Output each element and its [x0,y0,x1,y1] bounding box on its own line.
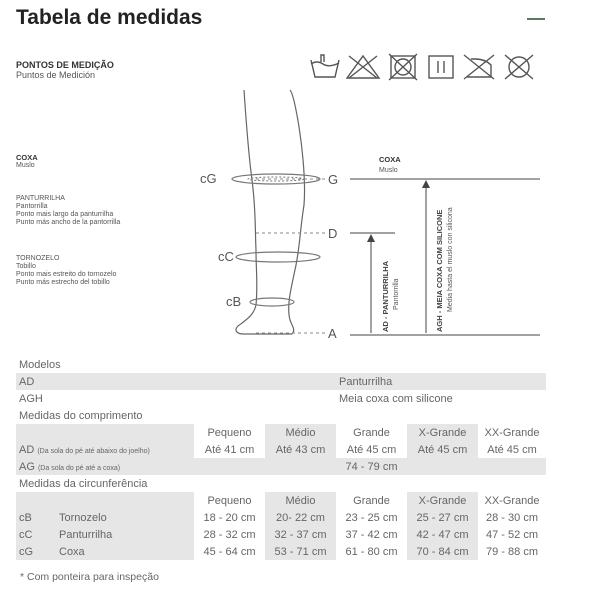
leg-diagram [0,80,600,350]
header-es: Puntos de Medición [16,70,96,80]
point-a-label: A [328,326,337,341]
no-bleach-icon [347,56,379,78]
label-tornozelo: TORNOZELO Tobillo Ponto mais estreito do tornozelo Punto más estrecho del tobillo [16,255,117,286]
table-row: AG (Da sola do pé até a coxa) 74 - 79 cm [16,458,546,475]
line-dry-icon [429,56,453,78]
no-iron-icon [464,55,494,79]
agh-sub-label: Media hasta el muslo con silicona [447,207,454,312]
modelos-title: Modelos [19,358,61,371]
table-row: cB Tornozelo 18 - 20 cm 20- 22 cm 23 - 25 cm 25 - 27 cm 28 - 30 cm [16,509,546,526]
table-row: AGH Meia coxa com silicone [19,392,453,405]
no-tumble-dry-icon [389,54,417,80]
page-title: Tabela de medidas [16,6,203,29]
circ-c-label: cC [218,249,234,264]
size-header-row: Pequeno Médio Grande X-Grande XX-Grande [16,424,546,441]
label-coxa: COXA Muslo [16,153,38,169]
table-row: cG Coxa 45 - 64 cm 53 - 71 cm 61 - 80 cm 70 - 84 cm 79 - 88 cm [16,543,546,560]
table-row: cC Panturrilha 28 - 32 cm 32 - 37 cm 37 - 42 cm 42 - 47 cm 47 - 52 cm [16,526,546,543]
measurement-header [16,60,114,80]
right-coxa-label: COXA [379,155,401,164]
table-row: AD (Da sola do pé até abaixo do joelho) Até 41 cm Até 43 cm Até 45 cm Até 45 cm Até 45 cm [16,441,546,458]
care-icons [307,50,547,84]
ad-sub-label: Pantorrilla [393,278,400,310]
no-dry-clean-icon [505,55,533,79]
header-pt: PONTOS DE MEDIÇÃO [16,60,114,70]
collapse-icon[interactable] [527,18,545,20]
agh-label: AGH - MEIA COXA COM SILICONE [435,209,444,332]
ad-label: AD - PANTURRILHA [381,260,390,332]
circ-c-ellipse [236,252,320,262]
circ-b-label: cB [226,294,242,309]
label-panturrilha: PANTURRILHA Pantorrilla Ponto mais largo da panturrilha Punto más ancho de la pantorrilla [16,195,121,226]
size-header-row: Pequeno Médio Grande X-Grande XX-Grande [16,492,546,509]
comprimento-title: Medidas do comprimento [19,409,143,422]
right-muslo-label: Muslo [379,167,398,174]
hand-wash-icon [311,55,339,77]
table-row: AD Panturrilha [16,373,546,390]
size-table [16,356,546,560]
leg-outline [236,90,305,334]
footnote: * Com ponteira para inspeção [20,571,159,583]
circ-title: Medidas da circunferência [19,477,148,490]
point-d-label: D [328,226,338,241]
circ-g-label: cG [200,171,217,186]
point-g-label: G [328,172,339,187]
